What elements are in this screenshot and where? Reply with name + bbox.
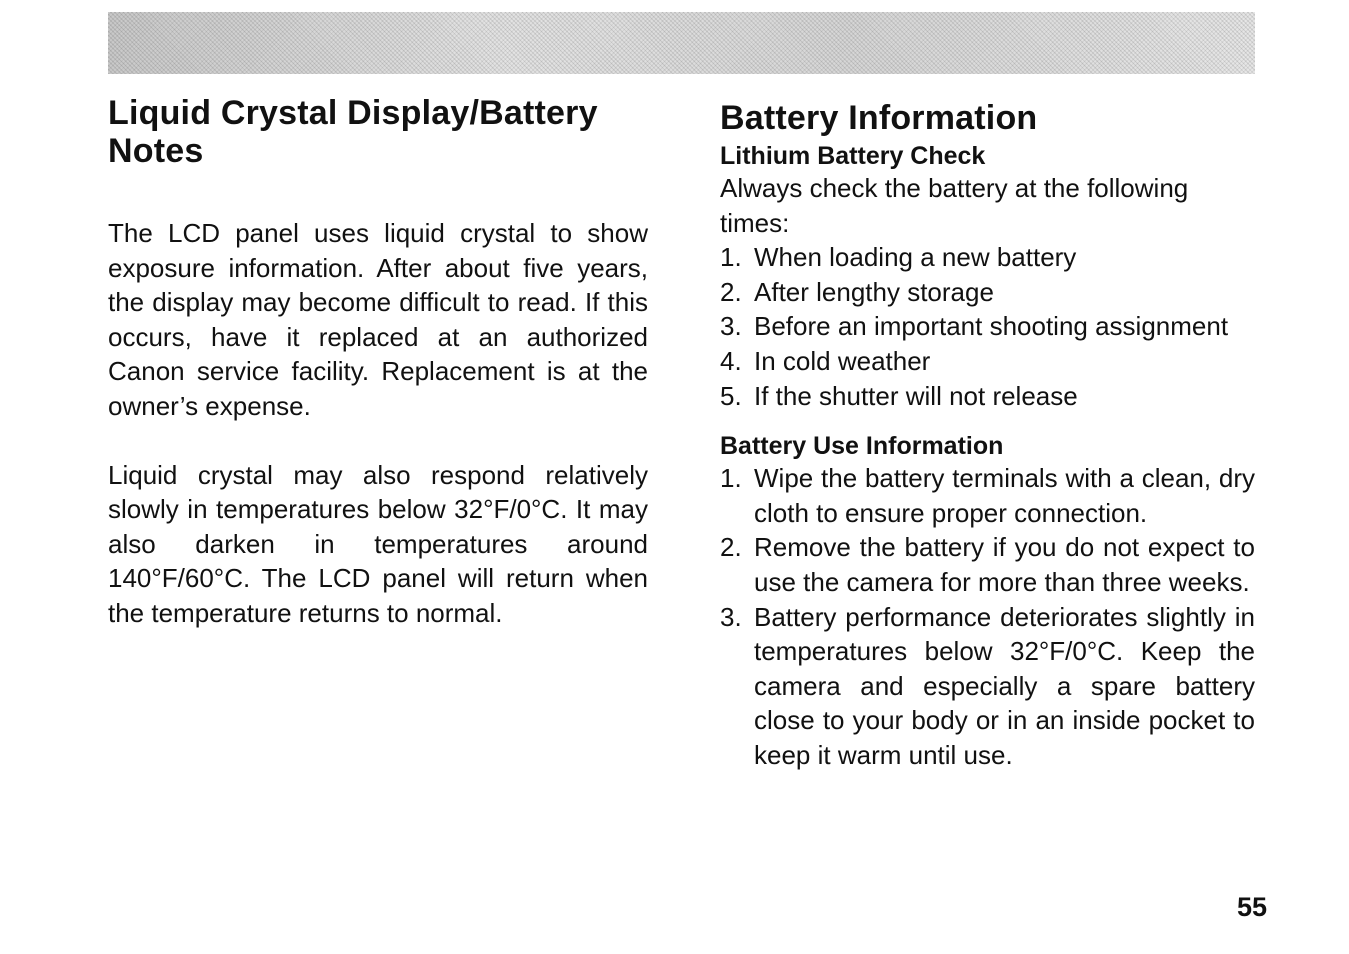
lcd-battery-notes-title: Liquid Crystal Display/Battery Notes bbox=[108, 94, 598, 170]
item-number: 2. bbox=[720, 532, 742, 563]
list-item bbox=[720, 530, 1255, 599]
lcd-paragraph-1: The LCD panel uses liquid crystal to show exposure information. After about five years, the display may become difficult to read. If this occurs, have it replaced at an authorized Canon service facility. Replacement is at the owner’s expense. bbox=[108, 218, 648, 421]
list-item bbox=[720, 275, 1255, 310]
item-text: Battery performance deteriorates slightly in temperatures below 32°F/0°C. Keep the camera and especially a spare battery close to your body or in an inside pocket to keep it warm until use. bbox=[754, 601, 1255, 770]
item-text: Wipe the battery terminals with a clean, dry cloth to ensure proper connection. bbox=[754, 463, 1255, 528]
list-item bbox=[720, 461, 1255, 530]
lcd-paragraph-2: Liquid crystal may also respond relatively slowly in temperatures below 32°F/0°C. It may also darken in temperatures around 140°F/60°C. The LCD panel will return when the temperature returns to normal. bbox=[108, 459, 648, 628]
item-number: 5. bbox=[720, 380, 742, 411]
list-item bbox=[720, 309, 1255, 344]
list-item bbox=[720, 240, 1255, 275]
list-item bbox=[720, 344, 1255, 379]
item-number: 2. bbox=[720, 276, 742, 307]
list-item bbox=[720, 379, 1255, 414]
item-text: After lengthy storage bbox=[754, 276, 994, 307]
lithium-check-intro: Always check the battery at the following times: bbox=[720, 173, 1189, 238]
item-text: In cold weather bbox=[754, 345, 931, 376]
item-text: Remove the battery if you do not expect to use the camera for more than three weeks. bbox=[754, 532, 1255, 597]
lithium-battery-check-heading: Lithium Battery Check bbox=[720, 142, 986, 170]
right-column bbox=[720, 99, 1255, 773]
battery-information-title: Battery Information bbox=[720, 99, 1038, 137]
list-item bbox=[720, 600, 1255, 773]
header-band bbox=[108, 12, 1255, 74]
item-number: 3. bbox=[720, 601, 742, 632]
left-column bbox=[108, 94, 648, 631]
item-text: Before an important shooting assignment bbox=[754, 311, 1229, 342]
item-number: 1. bbox=[720, 242, 742, 273]
battery-use-list bbox=[720, 461, 1255, 772]
item-text: If the shutter will not release bbox=[754, 380, 1078, 411]
item-text: When loading a new battery bbox=[754, 242, 1077, 273]
lithium-check-list bbox=[720, 240, 1255, 413]
battery-use-information-heading: Battery Use Information bbox=[720, 432, 1004, 461]
item-number: 3. bbox=[720, 311, 742, 342]
page-number: 55 bbox=[1236, 892, 1267, 922]
item-number: 1. bbox=[720, 463, 742, 494]
item-number: 4. bbox=[720, 345, 742, 376]
